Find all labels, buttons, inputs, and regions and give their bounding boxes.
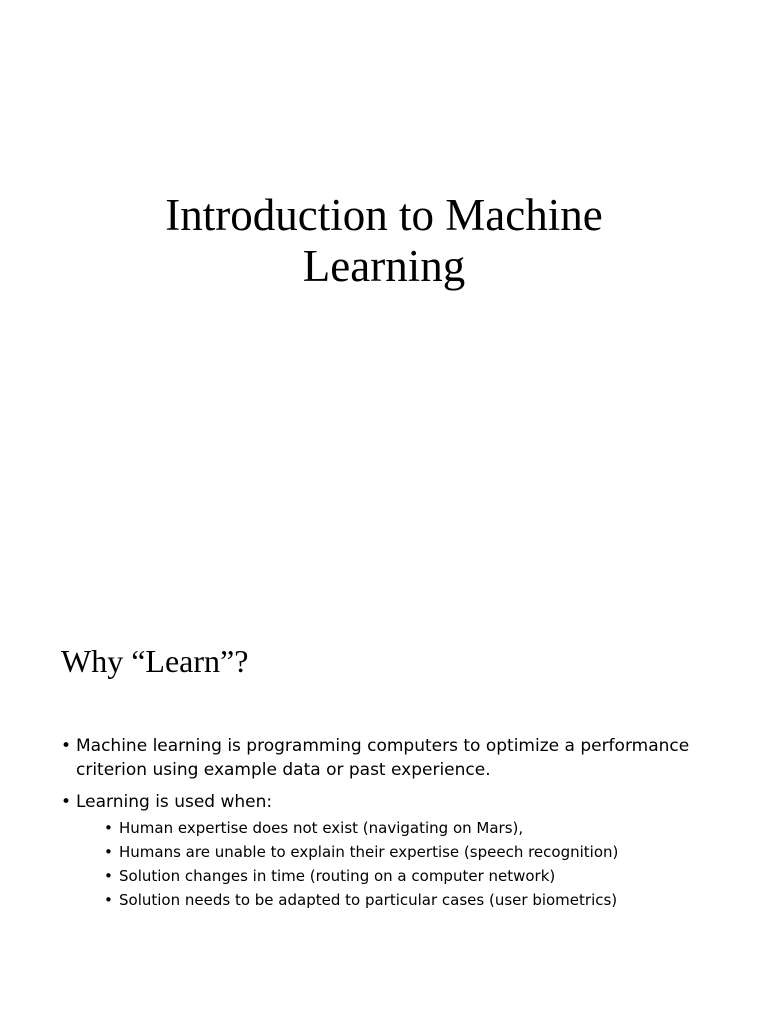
bullet-marker: • [61, 736, 72, 756]
slide-title [0, 190, 768, 292]
bullet-text: Learning is used when: [76, 792, 273, 812]
bullet-text: Machine learning is programming computers to optimize a performance criterion using example data or past experience. [76, 736, 690, 780]
slide-heading: Why “Learn”? [61, 643, 249, 679]
sub-bullet-item [76, 864, 721, 888]
bullet-list [61, 734, 721, 920]
sub-bullet-text: Solution needs to be adapted to particular cases (user biometrics) [119, 891, 618, 909]
content-slide [0, 576, 768, 1024]
bullet-marker: • [104, 867, 113, 885]
sub-bullet-list [76, 816, 721, 912]
slide-title-line: Learning [302, 241, 466, 291]
bullet-item [61, 734, 721, 782]
bullet-marker: • [104, 843, 113, 861]
sub-bullet-text: Humans are unable to explain their expertise (speech recognition) [119, 843, 619, 861]
slide-title-line: Introduction to Machine [165, 190, 603, 240]
sub-bullet-item [76, 840, 721, 864]
bullet-marker: • [61, 792, 72, 812]
sub-bullet-item [76, 816, 721, 840]
bullet-marker: • [104, 819, 113, 837]
bullet-item [61, 790, 721, 912]
sub-bullet-text: Human expertise does not exist (navigating on Mars), [119, 819, 524, 837]
sub-bullet-item [76, 888, 721, 912]
bullet-marker: • [104, 891, 113, 909]
sub-bullet-text: Solution changes in time (routing on a computer network) [119, 867, 556, 885]
